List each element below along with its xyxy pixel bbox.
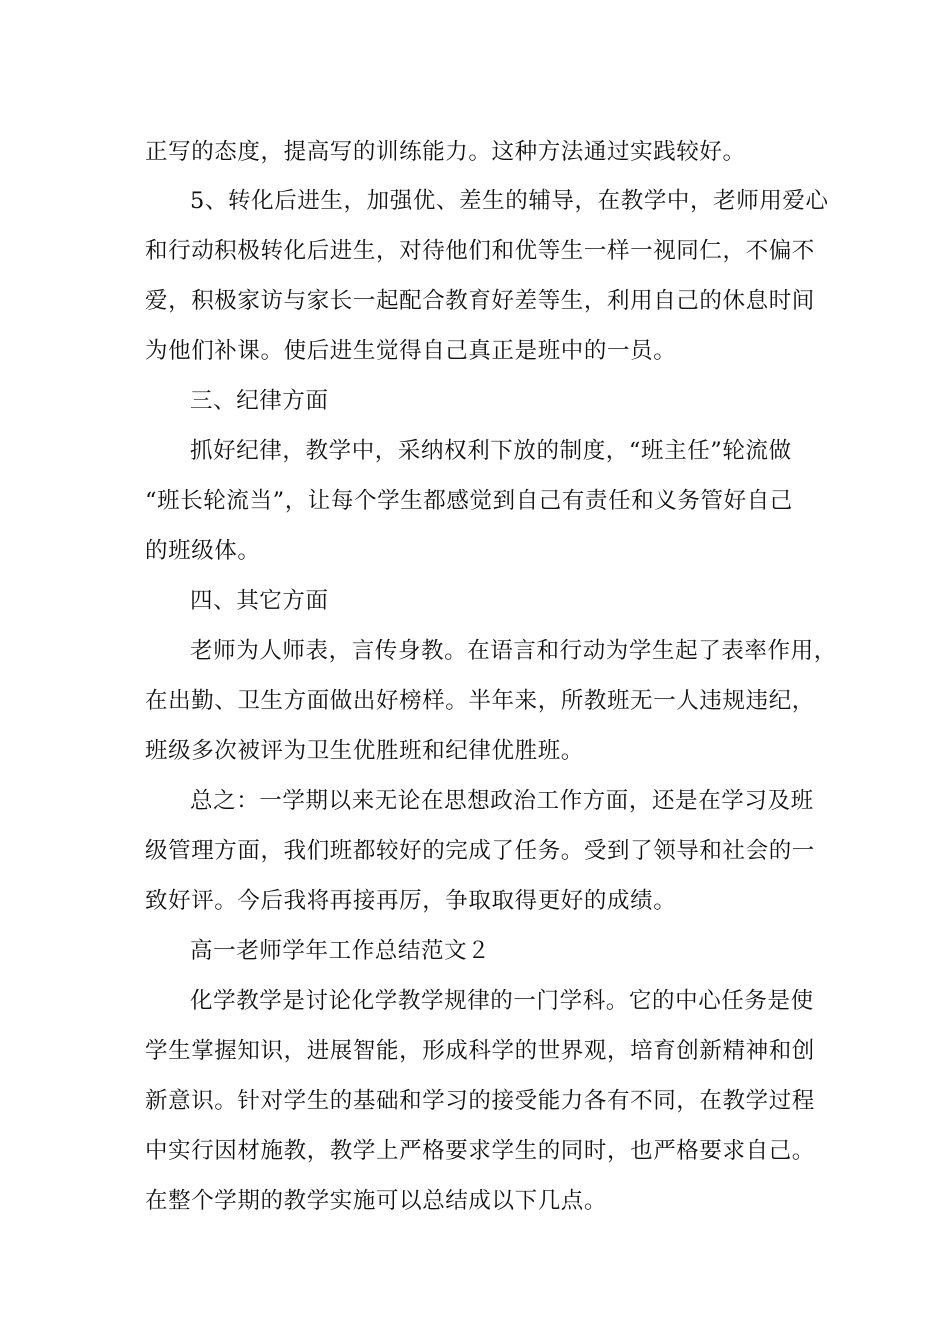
text-line: 化学教学是讨论化学教学规律的一门学科。它的中心任务是使: [190, 988, 814, 1014]
text-line: 总之：一学期以来无论在思想政治工作方面，还是在学习及班: [190, 788, 814, 814]
text-line: “班长轮流当”，让每个学生都感觉到自己有责任和义务管好自己: [145, 488, 793, 514]
section-heading: 四、其它方面: [190, 588, 329, 614]
text-line: 在出勤、卫生方面做出好榜样。半年来，所教班无一人违规违纪，: [145, 688, 815, 714]
text-line: 在整个学期的教学实施可以总结成以下几点。: [145, 1188, 608, 1214]
section-heading: 三、纪律方面: [190, 388, 329, 414]
text-line: 5、转化后进生，加强优、差生的辅导，在教学中，老师用爱心: [190, 188, 829, 214]
text-line: 老师为人师表，言传身教。在语言和行动为学生起了表率作用，: [190, 638, 837, 664]
text-line: 班级多次被评为卫生优胜班和纪律优胜班。: [145, 738, 584, 764]
text-line: 的班级体。: [145, 538, 261, 564]
text-line: 新意识。针对学生的基础和学习的接受能力各有不同，在教学过程: [145, 1088, 815, 1114]
text-line: 中实行因材施教，教学上严格要求学生的同时，也严格要求自己。: [145, 1138, 815, 1164]
text-line: 爱，积极家访与家长一起配合教育好差等生，利用自己的休息时间: [145, 288, 815, 314]
text-line: 致好评。今后我将再接再厉，争取取得更好的成绩。: [145, 888, 677, 914]
text-line: 和行动积极转化后进生，对待他们和优等生一样一视同仁，不偏不: [145, 238, 815, 264]
text-line: 抓好纪律，教学中，采纳权利下放的制度，“班主任”轮流做: [190, 438, 792, 464]
text-line: 级管理方面，我们班都较好的完成了任务。受到了领导和社会的一: [145, 838, 815, 864]
article-title: 高一老师学年工作总结范文２: [190, 938, 491, 964]
text-line: 正写的态度，提高写的训练能力。这种方法通过实践较好。: [145, 139, 746, 165]
text-line: 为他们补课。使后进生觉得自己真正是班中的一员。: [145, 338, 677, 364]
text-line: 学生掌握知识，进展智能，形成科学的世界观，培育创新精神和创: [145, 1038, 815, 1064]
